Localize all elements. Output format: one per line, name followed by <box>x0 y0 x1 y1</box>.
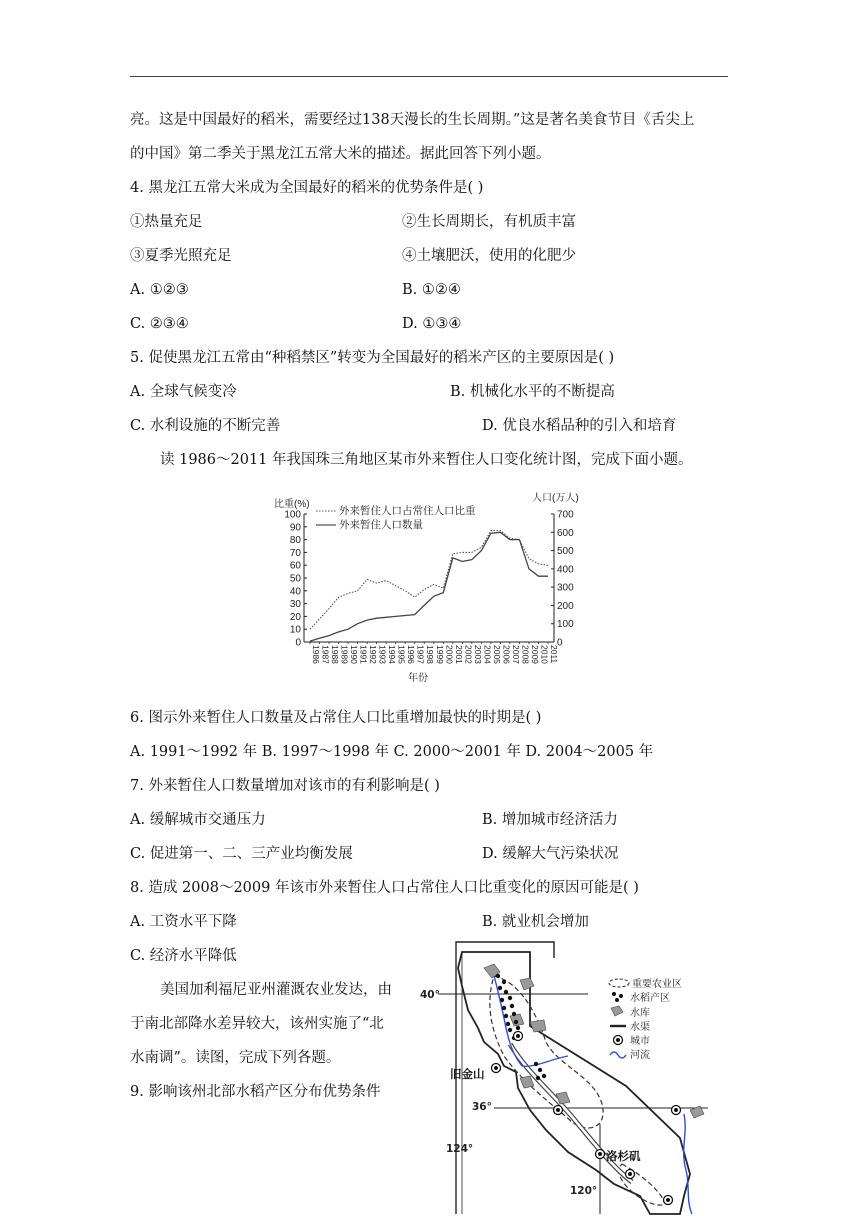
q5-option-c: C. 水利设施的不断完善 <box>130 418 281 434</box>
x-tick-label: 2005 <box>491 645 502 664</box>
reservoir-4 <box>530 1020 546 1032</box>
q7-option-b: B. 增加城市经济活力 <box>482 812 618 828</box>
rice-dot <box>498 986 502 990</box>
q6-options: A. 1991～1992 年 B. 1997～1998 年 C. 2000～2001 年 D. 2004～2005 年 <box>130 744 654 760</box>
question-9: 9. 影响该州北部水稻产区分布优势条件 <box>130 1084 381 1100</box>
right-tick-label: 200 <box>557 600 574 612</box>
state-outline <box>458 952 690 1214</box>
q7-option-d: D. 缓解大气污染状况 <box>482 846 619 862</box>
lon-124-label: 124° <box>446 1143 474 1155</box>
x-tick-label: 2011 <box>549 645 559 664</box>
x-tick-label: 2004 <box>482 645 493 664</box>
legend-river-icon <box>610 1052 626 1058</box>
lat-40-label: 40° <box>420 989 440 1001</box>
population-line-chart <box>268 490 598 690</box>
q4-statement-1: ①热量充足 <box>130 214 203 230</box>
river-tributary <box>522 1056 568 1066</box>
q5-option-d: D. 优良水稻品种的引入和培育 <box>482 418 677 434</box>
left-tick-label: 100 <box>284 509 301 521</box>
x-tick-label: 2002 <box>463 645 474 664</box>
rice-dot <box>504 990 508 994</box>
x-tick-label: 1991 <box>358 645 369 664</box>
x-tick-label: 2008 <box>520 645 531 664</box>
q8-option-c: C. 经济水平降低 <box>130 948 237 964</box>
city-east-dot <box>674 1108 678 1112</box>
rice-dot <box>502 1006 506 1010</box>
left-tick-label: 30 <box>289 599 301 611</box>
city-la-dot <box>598 1152 602 1156</box>
x-tick-label: 1989 <box>339 645 350 664</box>
x-tick-label: 1988 <box>330 645 341 664</box>
city-sd-dot <box>666 1198 670 1202</box>
lat-36-label: 36° <box>472 1101 492 1113</box>
legend-rice-icon <box>612 992 616 996</box>
rice-dot <box>510 1004 514 1008</box>
city-south-dot <box>628 1172 632 1176</box>
right-tick-label: 400 <box>557 564 574 576</box>
q7-option-c: C. 促进第一、二、三产业均衡发展 <box>130 846 353 862</box>
x-tick-label: 2003 <box>472 645 483 664</box>
left-tick-label: 0 <box>295 637 301 649</box>
rice-dot <box>536 1076 540 1080</box>
q4-statement-3: ③夏季光照充足 <box>130 248 232 264</box>
legend-agri-zone-icon <box>609 979 629 987</box>
reservoir-5 <box>520 1076 534 1088</box>
chart-intro: 读 1986～2011 年我国珠三角地区某市外来暂住人口变化统计图，完成下面小题。 <box>160 452 693 468</box>
right-tick-label: 500 <box>557 546 574 558</box>
legend-label-count: 外来暂住人口数量 <box>339 519 423 531</box>
x-tick-label: 1994 <box>387 645 398 664</box>
question-8: 8. 造成 2008～2009 年该市外来暂住人口占常住人口比重变化的原因可能是( ) <box>130 880 639 896</box>
x-tick-label: 2000 <box>444 645 455 664</box>
rice-dot <box>538 1068 542 1072</box>
q4-statement-2: ②生长周期长，有机质丰富 <box>402 214 576 230</box>
x-tick-label: 1997 <box>415 645 426 664</box>
left-axis-label: 比重(%) <box>274 499 310 510</box>
question-6: 6. 图示外来暂住人口数量及占常住人口比重增加最快的时期是( ) <box>130 710 542 726</box>
q4-statement-4: ④土壤肥沃，使用的化肥少 <box>402 248 576 264</box>
legend-city-label: 城市 <box>630 1036 650 1047</box>
rice-dot <box>508 996 512 1000</box>
left-tick-label: 10 <box>289 624 301 636</box>
rice-dot <box>534 1062 538 1066</box>
map-legend <box>609 977 682 1061</box>
legend-reservoir-label: 水库 <box>630 1008 650 1019</box>
q4-option-d: D. ①③④ <box>402 316 462 332</box>
legend-rice-label: 水稻产区 <box>630 993 670 1004</box>
legend-rice-icon-2 <box>619 994 623 998</box>
rice-dot <box>500 998 504 1002</box>
left-tick-label: 90 <box>289 522 301 534</box>
legend-river-label: 河流 <box>630 1050 650 1061</box>
right-tick-label: 700 <box>557 509 574 521</box>
question-4: 4. 黑龙江五常大米成为全国最好的稻米的优势条件是( ) <box>130 180 484 196</box>
x-tick-label: 1987 <box>320 645 331 664</box>
q8-option-b: B. 就业机会增加 <box>482 914 589 930</box>
rice-dot <box>504 1014 508 1018</box>
rice-dot <box>542 1074 546 1078</box>
x-tick-label: 2010 <box>539 645 550 664</box>
legend-label-ratio: 外来暂住人口占常住人口比重 <box>339 505 476 517</box>
chart-series <box>310 531 548 642</box>
passage-9-line-3: 水南调”。读图，完成下列各题。 <box>130 1050 341 1066</box>
x-tick-label: 1993 <box>377 645 388 664</box>
left-tick-label: 60 <box>289 560 301 572</box>
passage-line-2: 的中国》第二季关于黑龙江五常大米的描述。据此回答下列小题。 <box>130 146 551 162</box>
x-tick-label: 1998 <box>425 645 436 664</box>
passage-9-line-2: 于南北部降水差异较大，该州实施了“北 <box>130 1016 384 1032</box>
question-5: 5. 促使黑龙江五常由“种稻禁区”转变为全国最好的稻米产区的主要原因是( ) <box>130 350 615 366</box>
city-fresno-dot <box>556 1108 560 1112</box>
right-tick-label: 100 <box>557 619 574 631</box>
q8-option-a: A. 工资水平下降 <box>130 914 237 930</box>
left-tick-label: 20 <box>289 611 301 623</box>
city-sf-dot <box>494 1066 498 1070</box>
right-tick-label: 0 <box>557 637 563 649</box>
left-tick-label: 80 <box>289 535 301 547</box>
reservoir-3 <box>510 1014 524 1026</box>
rice-dot <box>516 1026 520 1030</box>
city-label-la: 洛杉矶 <box>606 1149 641 1163</box>
legend-canal-label: 水渠 <box>630 1022 650 1033</box>
header-rule <box>130 76 728 77</box>
question-7: 7. 外来暂住人口数量增加对该市的有利影响是( ) <box>130 778 440 794</box>
lon-120-label: 120° <box>570 1185 598 1197</box>
california-map <box>418 938 718 1216</box>
x-tick-label: 1999 <box>434 645 445 664</box>
reservoir-2 <box>520 978 534 990</box>
q4-option-b: B. ①②④ <box>402 282 461 298</box>
legend-rice-icon-3 <box>615 998 619 1002</box>
chart-ticks <box>284 510 574 665</box>
legend-city-dot <box>616 1038 620 1042</box>
x-tick-label: 1990 <box>349 645 360 664</box>
rice-dot <box>496 974 500 978</box>
left-tick-label: 50 <box>289 573 301 585</box>
right-axis-label: 人口(万人) <box>532 493 579 504</box>
right-tick-label: 300 <box>557 582 574 594</box>
x-tick-label: 1995 <box>396 645 407 664</box>
x-tick-label: 2007 <box>510 645 521 664</box>
q5-option-b: B. 机械化水平的不断提高 <box>450 384 615 400</box>
q4-option-a: A. ①②③ <box>130 282 189 298</box>
left-tick-label: 70 <box>289 547 301 559</box>
q7-option-a: A. 缓解城市交通压力 <box>130 812 266 828</box>
rice-dot <box>508 1028 512 1032</box>
rice-dot <box>514 1020 518 1024</box>
rice-dot <box>502 980 506 984</box>
passage-line-1: 亮。这是中国最好的稻米，需要经过138天漫长的生长周期。”这是著名美食节目《舌尖上 <box>130 112 695 128</box>
series-line-count <box>310 532 548 641</box>
legend-reservoir-icon <box>611 1006 623 1016</box>
x-tick-label: 1986 <box>311 645 321 664</box>
agricultural-zone-north <box>490 976 603 1128</box>
right-tick-label: 600 <box>557 527 574 539</box>
q5-option-a: A. 全球气候变冷 <box>130 384 237 400</box>
city-sacramento-dot <box>516 1034 520 1038</box>
x-axis-label: 年份 <box>408 673 428 684</box>
chart-legend <box>316 504 476 531</box>
left-tick-label: 40 <box>289 586 301 598</box>
passage-9-line-1: 美国加利福尼亚州灌溉农业发达，由 <box>160 982 392 998</box>
city-label-sf: 旧金山 <box>450 1067 485 1081</box>
x-tick-label: 2001 <box>453 645 464 664</box>
x-tick-label: 2006 <box>501 645 512 664</box>
x-tick-label: 1996 <box>406 645 417 664</box>
rice-dot <box>512 1012 516 1016</box>
legend-agri-zone-label: 重要农业区 <box>632 979 682 990</box>
rice-dot <box>506 1022 510 1026</box>
x-tick-label: 1992 <box>368 645 379 664</box>
x-tick-label: 2009 <box>529 645 540 664</box>
series-line-ratio <box>310 531 548 630</box>
chart-axes <box>304 514 554 642</box>
q4-option-c: C. ②③④ <box>130 316 189 332</box>
